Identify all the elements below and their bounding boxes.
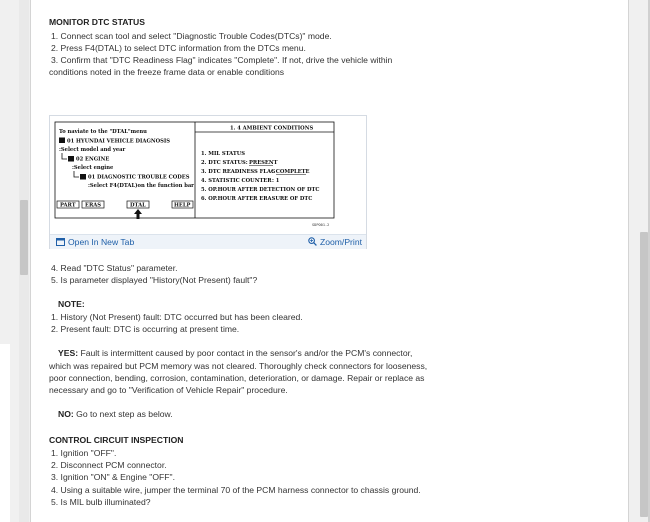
dtc-status-value: PRESENT (249, 160, 278, 166)
figure-right-line: 2. DTC STATUS: (201, 160, 248, 166)
control-step: 2. Disconnect PCM connector. (51, 460, 167, 470)
no-paragraph (58, 409, 173, 420)
yes-paragraph-line: poor connection, bending, corrosion, contamination, deterioration, or damage. Repair or replace as (49, 373, 425, 383)
monitor-dtc-title: MONITOR DTC STATUS (49, 17, 145, 27)
figure-left-line: :Select F4(DTAL)on the function bar (88, 183, 194, 189)
no-label: NO: (58, 409, 74, 419)
zoom-print-link[interactable] (308, 237, 362, 247)
scan-tool-screen-diagram (50, 116, 366, 234)
figure-left-line: 01 HYUNDAI VEHICLE DIAGNOSIS (67, 138, 171, 145)
menu-number-box (68, 156, 74, 162)
figure-right-line: 5. OP.HOUR AFTER DETECTION OF DTC (201, 187, 320, 193)
yes-paragraph-line (58, 348, 412, 359)
figure-left-line: :Select engine (72, 165, 114, 171)
yes-text: Fault is intermittent caused by poor contact in the sensor's and/or the PCM's connector, (78, 348, 413, 358)
counter-value: : 1 (272, 178, 280, 184)
figure-right-line: 1. MIL STATUS (201, 151, 246, 157)
open-in-new-tab-link[interactable] (56, 237, 134, 247)
new-tab-icon (56, 238, 65, 246)
control-step: 4. Using a suitable wire, jumper the terminal 70 of the PCM harness connector to chassis ground. (51, 485, 421, 495)
left-scrollbar-thumb[interactable] (20, 200, 28, 275)
figure-left-line: :Select model and year (59, 147, 126, 153)
yes-paragraph-line: which was repaired but PCM memory was not cleared. Thoroughly check connectors for looseness, (49, 361, 428, 371)
control-step: 1. Ignition "OFF". (51, 448, 117, 458)
figure-left-line: To naviate to the "DTAL"menu (59, 129, 147, 135)
function-key-eras: ERAS (85, 202, 102, 209)
figure-left-line: 01 DIAGNOSTIC TROUBLE CODES (88, 174, 190, 181)
function-key-help: HELP (174, 202, 191, 209)
monitor-step: 1. Connect scan tool and select "Diagnostic Trouble Codes(DTCs)" mode. (51, 31, 332, 41)
figure-left-line: 02 ENGINE (76, 156, 110, 163)
left-panel-edge (0, 344, 10, 522)
no-text: Go to next step as below. (73, 409, 173, 419)
right-scrollbar-thumb[interactable] (640, 232, 648, 517)
monitor-step: 3. Confirm that "DTC Readiness Flag" indicates "Complete". If not, drive the vehicle within (51, 55, 393, 65)
figure-action-bar (50, 234, 366, 249)
figure-right-title: 1. 4 AMBIENT CONDITIONS (230, 125, 314, 132)
note-item: 2. Present fault: DTC is occurring at present time. (51, 324, 240, 334)
function-key-part: PART (60, 202, 76, 209)
menu-number-box (80, 174, 86, 180)
menu-number-box (59, 138, 65, 144)
figure-right-line: 6. OP.HOUR AFTER ERASURE OF DTC (201, 196, 313, 202)
figure-right-line: 3. DTC READINESS FLAG (201, 169, 276, 175)
zoom-print-label: Zoom/Print (319, 237, 362, 247)
zoom-icon (308, 237, 317, 246)
up-arrow-icon (134, 209, 142, 219)
monitor-step: 5. Is parameter displayed "History(Not Present) fault"? (51, 275, 258, 285)
note-item: 1. History (Not Present) fault: DTC occurred but has been cleared. (51, 312, 303, 322)
figure-code: SDPO01-2 (312, 223, 330, 227)
readiness-value: : COMPLETE (272, 169, 310, 175)
function-key-dtal: DTAL (130, 202, 146, 209)
monitor-step: 4. Read "DTC Status" parameter. (51, 263, 178, 273)
note-label: NOTE: (58, 299, 85, 309)
document-content (30, 0, 629, 522)
control-step: 3. Ignition "ON" & Engine "OFF". (51, 472, 175, 482)
dtal-menu-figure (49, 115, 367, 249)
tree-arrow (62, 153, 67, 159)
tree-arrow (74, 171, 79, 177)
control-step: 5. Is MIL bulb illuminated? (51, 497, 151, 507)
yes-label: YES: (58, 348, 79, 358)
control-circuit-title: CONTROL CIRCUIT INSPECTION (49, 435, 184, 445)
monitor-step: 2. Press F4(DTAL) to select DTC information from the DTCs menu. (51, 43, 306, 53)
monitor-step-continued: conditions noted in the freeze frame data or enable conditions (49, 67, 285, 77)
open-in-new-tab-label: Open In New Tab (68, 237, 135, 247)
yes-paragraph-line: necessary and go to "Verification of Vehicle Repair" procedure. (49, 385, 288, 395)
figure-right-line: 4. STATISTIC COUNTER (201, 178, 272, 184)
